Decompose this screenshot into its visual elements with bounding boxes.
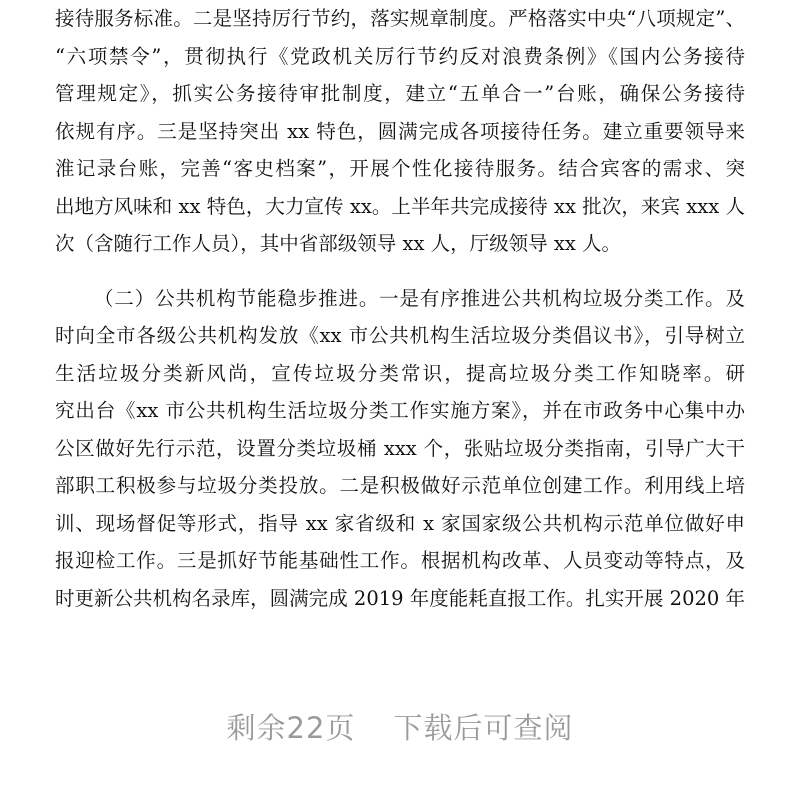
remaining-pages-label: 剩余22页 <box>226 711 356 745</box>
text-line: 依规有序。三是坚持突出 xx 特色，圆满完成各项接待任务。建立重要领导来 <box>55 119 745 143</box>
paragraph-reception <box>55 0 745 263</box>
text-line: 时更新公共机构名录库，圆满完成 2019 年度能耗直报工作。扎实开展 2020 年 <box>55 586 745 610</box>
text-line: 出地方风味和 xx 特色，大力宣传 xx。上半年共完成接待 xx 批次，来宾 xxx 人 <box>55 194 745 218</box>
download-hint-label: 下载后可查阅 <box>393 711 574 745</box>
paragraph-gap <box>55 263 745 280</box>
text-line: 接待服务标准。二是坚持厉行节约，落实规章制度。严格落实中央“八项规定”、 <box>55 7 745 30</box>
text-line: （二）公共机构节能稳步推进。一是有序推进公共机构垃圾分类工作。及 <box>94 286 745 310</box>
text-line: “六项禁令”，贯彻执行《党政机关厉行节约反对浪费条例》《国内公务接待 <box>55 44 745 68</box>
text-line: 管理规定》，抓实公务接待审批制度，建立“五单合一”台账，确保公务接待 <box>55 82 745 105</box>
text-line: 时向全市各级公共机构发放《xx 市公共机构生活垃圾分类倡议书》，引导树立 <box>55 324 745 347</box>
remaining-pages-banner[interactable] <box>0 706 800 747</box>
document-body <box>55 0 745 617</box>
text-line: 淮记录台账，完善“客史档案”，开展个性化接待服务。结合宾客的需求、突 <box>55 157 745 180</box>
paragraph-energy-saving <box>55 280 745 618</box>
text-line: 训、现场督促等形式，指导 xx 家省级和 x 家国家级公共机构示范单位做好申 <box>55 511 745 535</box>
text-line: 究出台《xx 市公共机构生活垃圾分类工作实施方案》，并在市政务中心集中办 <box>55 399 745 422</box>
text-line: 公区做好先行示范，设置分类垃圾桶 xxx 个，张贴垃圾分类指南，引导广大干 <box>55 436 745 460</box>
text-line: 次（含随行工作人员），其中省部级领导 xx 人，厅级领导 xx 人。 <box>55 232 622 255</box>
text-line: 生活垃圾分类新风尚，宣传垃圾分类常识，提高垃圾分类工作知晓率。研 <box>55 361 745 385</box>
text-line: 报迎检工作。三是抓好节能基础性工作。根据机构改革、人员变动等特点，及 <box>55 549 745 572</box>
text-line: 部职工积极参与垃圾分类投放。二是积极做好示范单位创建工作。利用线上培 <box>55 474 745 497</box>
